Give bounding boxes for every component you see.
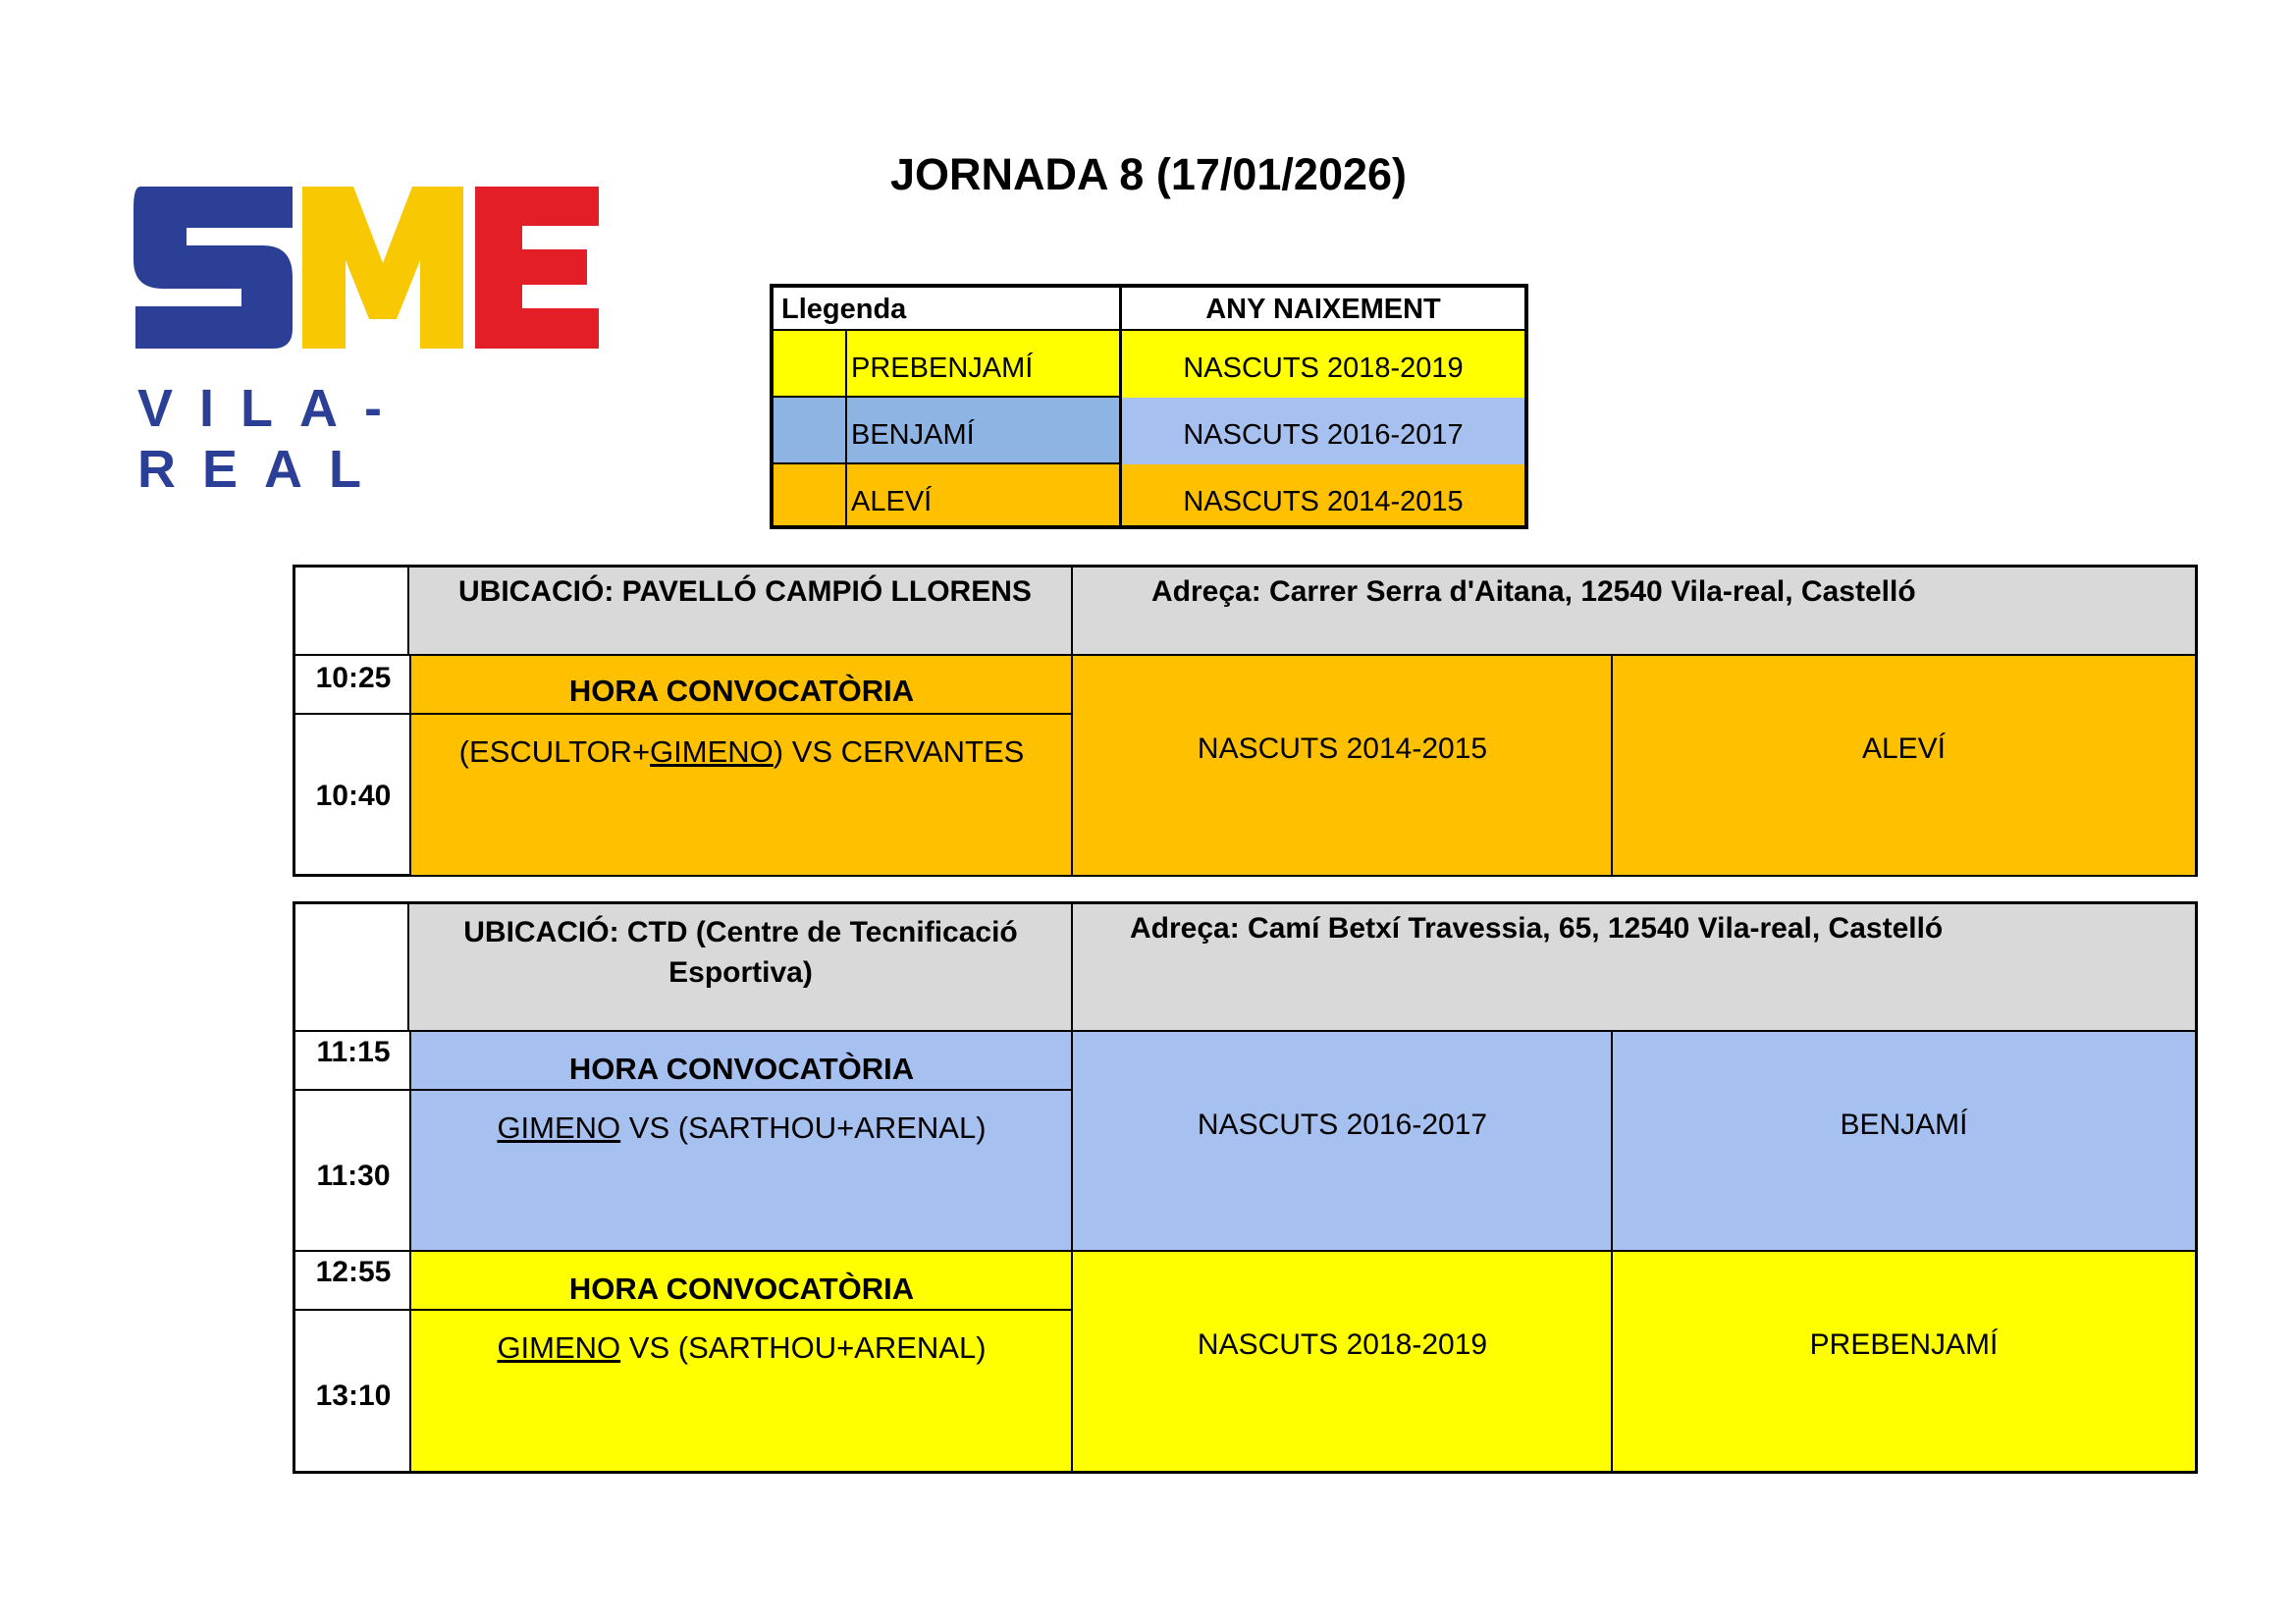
call-time: 10:25 xyxy=(295,654,411,713)
match-team-highlight: GIMENO xyxy=(497,1330,621,1365)
legend-label-alevi: ALEVÍ xyxy=(847,464,1119,525)
category: ALEVÍ xyxy=(1611,654,2195,875)
match-fixture xyxy=(409,1089,1072,1250)
call-label: HORA CONVOCATÒRIA xyxy=(409,654,1072,713)
legend-swatch-alevi xyxy=(774,464,847,525)
legend-swatch-prebenjami xyxy=(774,331,847,398)
match-team-prefix: (ESCULTOR+ xyxy=(458,734,651,769)
match-team-suffix: VS (SARTHOU+ARENAL) xyxy=(620,1330,987,1365)
club-logo xyxy=(126,187,607,499)
match-time: 10:40 xyxy=(295,713,411,875)
venue-location: UBICACIÓ: CTD (Centre de Tecnificació Esportiva) xyxy=(407,904,1072,1030)
venue-corner-cell xyxy=(295,904,409,1030)
legend-label-benjami: BENJAMÍ xyxy=(847,398,1119,464)
match-fixture xyxy=(409,1309,1072,1471)
sme-logo-graphic xyxy=(126,187,607,363)
legend-header-label: Llegenda xyxy=(774,288,1119,331)
match-time: 13:10 xyxy=(295,1309,411,1471)
legend-value-alevi: NASCUTS 2014-2015 xyxy=(1119,464,1524,525)
match-fixture xyxy=(409,713,1072,875)
logo-letter-e xyxy=(475,187,599,349)
match-time: 11:30 xyxy=(295,1089,411,1250)
venue-location: UBICACIÓ: PAVELLÓ CAMPIÓ LLORENS xyxy=(407,568,1072,654)
page-title: JORNADA 8 (17/01/2026) xyxy=(889,149,1408,199)
legend-header-year: ANY NAIXEMENT xyxy=(1119,288,1524,331)
born-years: NASCUTS 2014-2015 xyxy=(1071,654,1612,875)
venue-address: Adreça: Camí Betxí Travessia, 65, 12540 Vila-real, Castelló xyxy=(1071,904,2195,1030)
born-years: NASCUTS 2018-2019 xyxy=(1071,1250,1612,1471)
match-team-suffix: VS (SARTHOU+ARENAL) xyxy=(620,1110,987,1145)
legend-value-benjami: NASCUTS 2016-2017 xyxy=(1119,398,1524,464)
legend-swatch-benjami xyxy=(774,398,847,464)
category: BENJAMÍ xyxy=(1611,1030,2195,1250)
call-label: HORA CONVOCATÒRIA xyxy=(409,1250,1072,1309)
legend-table xyxy=(770,284,1528,529)
call-time: 11:15 xyxy=(295,1030,411,1089)
match-team-suffix: ) VS CERVANTES xyxy=(773,734,1025,769)
legend-label-prebenjami: PREBENJAMÍ xyxy=(847,331,1119,398)
venue-corner-cell xyxy=(295,568,409,654)
logo-letter-s xyxy=(133,187,293,349)
logo-city-text: VILA-REAL xyxy=(137,379,408,499)
legend-value-prebenjami: NASCUTS 2018-2019 xyxy=(1119,331,1524,398)
venue-address: Adreça: Carrer Serra d'Aitana, 12540 Vila-real, Castelló xyxy=(1071,568,2195,654)
venue-table-ctd xyxy=(293,901,2198,1474)
logo-letter-m xyxy=(302,187,463,349)
match-team-highlight: GIMENO xyxy=(650,734,774,769)
born-years: NASCUTS 2016-2017 xyxy=(1071,1030,1612,1250)
call-time: 12:55 xyxy=(295,1250,411,1309)
match-team-highlight: GIMENO xyxy=(497,1110,621,1145)
category: PREBENJAMÍ xyxy=(1611,1250,2195,1471)
call-label: HORA CONVOCATÒRIA xyxy=(409,1030,1072,1089)
venue-table-pavello xyxy=(293,565,2198,877)
